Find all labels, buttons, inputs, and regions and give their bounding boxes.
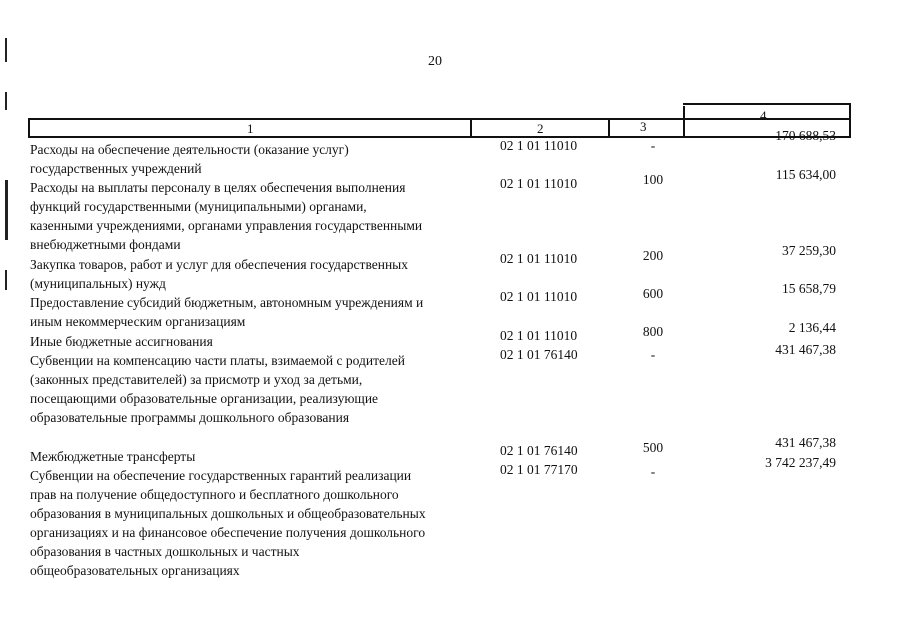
row-kind: 500 (642, 440, 664, 455)
row-code: 02 1 01 76140 (500, 347, 578, 362)
row-code: 02 1 01 11010 (500, 328, 578, 343)
row-name: Иные бюджетные ассигнования (30, 334, 213, 349)
row-name: Расходы на обеспечение деятельности (оказание услуг) государственных учреждений (30, 142, 349, 176)
row-kind: 200 (642, 248, 664, 263)
row-sum: 431 467,38 (775, 342, 836, 357)
scan-mark (5, 38, 7, 62)
row-name: Субвенции на обеспечение государственных гарантий реализации прав на получение общедоступного и бесплатного дошкольного образования в муниципальных дошкольных и общеобразовательных организациях и на финансовое обеспечение получения дошкольного образования в частных дошкольных и частных общеобразовательных организациях (30, 468, 426, 578)
row-name: Межбюджетные трансферты (30, 449, 196, 464)
row-sum: 170 688,53 (775, 128, 836, 143)
row-sum: 115 634,00 (775, 167, 836, 182)
row-sum: 2 136,44 (788, 320, 836, 335)
header-col-1: 1 (247, 121, 254, 136)
row-name: Закупка товаров, работ и услуг для обеспечения государственных (муниципальных) нужд (30, 257, 409, 291)
row-code: 02 1 01 77170 (500, 462, 578, 477)
row-sum: 15 658,79 (782, 281, 836, 296)
scan-mark (5, 92, 7, 110)
row-kind: 800 (642, 324, 664, 339)
scan-mark (5, 180, 8, 240)
row-name: Субвенции на компенсацию части платы, взимаемой с родителей (законных представителей) за присмотр и уход за детьми, посещающими образовательные организации, реализующие образовательные программы дошкольного образования (30, 353, 405, 425)
row-kind: 600 (642, 286, 664, 301)
row-code: 02 1 01 11010 (500, 138, 578, 153)
row-code: 02 1 01 76140 (500, 443, 578, 458)
row-sum: 431 467,38 (775, 435, 836, 450)
header-col-2: 2 (537, 121, 544, 136)
row-kind: - (650, 464, 656, 479)
row-kind: 100 (642, 172, 664, 187)
row-name: Предоставление субсидий бюджетным, автономным учреждениям и иным некоммерческим организациям (30, 295, 424, 329)
page-number: 20 (428, 54, 442, 69)
scan-mark (5, 270, 7, 290)
row-code: 02 1 01 11010 (500, 251, 578, 266)
row-kind: - (650, 347, 656, 362)
header-col-3: 3 (640, 119, 647, 134)
header-col-4: 4 (760, 108, 767, 123)
row-code: 02 1 01 11010 (500, 176, 578, 191)
row-code: 02 1 01 11010 (500, 289, 578, 304)
row-kind: - (650, 138, 656, 153)
row-sum: 37 259,30 (782, 243, 836, 258)
row-sum: 3 742 237,49 (765, 455, 836, 470)
row-name: Расходы на выплаты персоналу в целях обеспечения выполнения функций государственными (муниципальными) органами, казенными учреждениями, органами управления государственными внебюджетными фондами (30, 180, 423, 252)
